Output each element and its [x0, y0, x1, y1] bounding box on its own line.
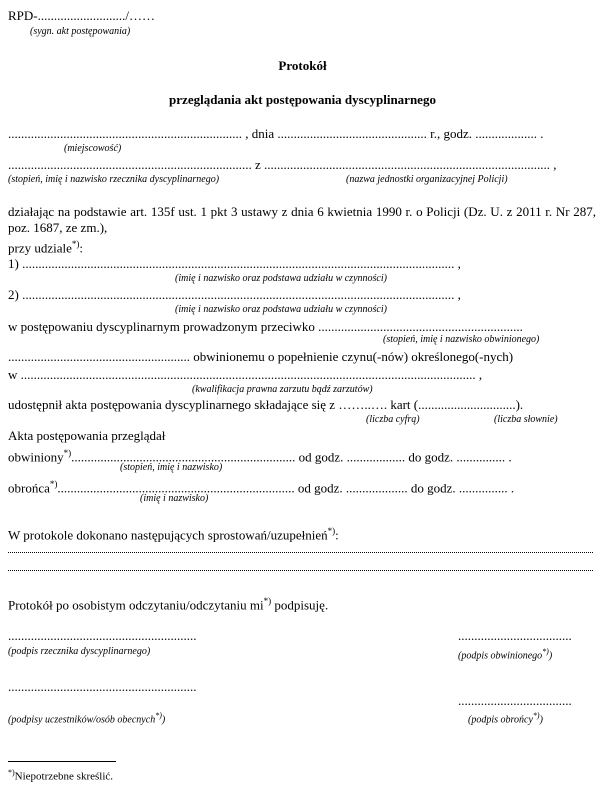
- accused-line: ........................................................ obwinionemu o popełnienie czynu(-nów) określonego(-nych): [8, 349, 514, 364]
- close-paren: ): [548, 650, 553, 662]
- place-label: (miejscowość): [64, 143, 122, 154]
- signature-accused-text: (podpis obwinionego: [458, 650, 543, 662]
- case-number-field: RPD-.........................../……: [8, 8, 155, 23]
- corrections-heading: [8, 523, 339, 543]
- shared-files-line: udostępnił akta postępowania dyscyplinarnego składające się z ……..…. kart (..............................).: [8, 397, 524, 412]
- participant-label-2: (imię i nazwisko oraz podstawa udziału w czynności): [175, 304, 387, 315]
- review-accused-dots: ..................................................................... od godz. .................. do godz. ............... .: [71, 449, 512, 465]
- signature-dots-defender: ...................................: [458, 693, 572, 708]
- participant-label-1: (imię i nazwisko oraz podstawa udziału w czynności): [175, 273, 387, 284]
- participant-line-2: 2) ..................................................................................................................................... ,: [8, 287, 461, 302]
- footnote-text: Niepotrzebne skreślić.: [14, 770, 114, 783]
- review-defender-dots: ......................................................................... od godz. ................... do godz. ............... .: [57, 480, 515, 496]
- close-paren: ): [539, 714, 543, 726]
- footnote-marker: *): [532, 711, 540, 720]
- footnote-separator: [8, 761, 116, 762]
- signature-defender-text: (podpis obrońcy: [468, 714, 533, 726]
- against-line: w postępowaniu dyscyplinarnym prowadzonym przeciwko ...............................................................: [8, 319, 523, 334]
- review-title: Akta postępowania przeglądał: [8, 428, 166, 443]
- participants-intro: [8, 236, 83, 256]
- signature-accused-label: [458, 646, 552, 662]
- document-subtitle: przeglądania akt postępowania dyscyplinarnego: [169, 92, 436, 107]
- review-accused-sub: (stopień, imię i nazwisko): [120, 462, 223, 473]
- corrections-line-2: [8, 570, 593, 571]
- footnote-marker: *): [155, 711, 162, 720]
- close-paren: ): [161, 714, 166, 726]
- review-defender-line: [8, 476, 514, 496]
- accused-label: (stopień, imię i nazwisko obwinionego): [383, 334, 540, 345]
- review-defender-prefix: obrońca: [8, 480, 50, 496]
- case-number-label: (sygn. akt postępowania): [30, 26, 131, 37]
- legal-basis-paragraph: działając na podstawie art. 135f ust. 1 pkt 3 ustawy z dnia 6 kwietnia 1990 r. o Policji (Dz. U. z 2011 r. Nr 287, poz. 1687, ze zm.),: [8, 204, 596, 235]
- review-accused-prefix: obwiniony: [8, 449, 64, 465]
- signature-dots-officer: ..........................................................: [8, 628, 197, 643]
- review-accused-line: [8, 445, 512, 465]
- unit-label: (nazwa jednostki organizacyjnej Policji): [346, 174, 508, 185]
- signature-participants-label: [8, 710, 165, 726]
- signature-dots-participants: ..........................................................: [8, 679, 197, 694]
- w-line: w ............................................................................................................................................ ,: [8, 367, 483, 382]
- participants-intro-text: przy udziale: [8, 240, 72, 256]
- signature-defender-label: [468, 710, 543, 726]
- reading-text-a: Protokół po osobistym odczytaniu/odczytaniu mi: [8, 597, 264, 613]
- count-words-label: (liczba słownie): [494, 414, 558, 425]
- officer-label: (stopień, imię i nazwisko rzecznika dyscyplinarnego): [8, 174, 220, 185]
- footnote-marker: *): [49, 479, 58, 489]
- footnote-marker: *): [71, 239, 80, 249]
- colon: :: [79, 240, 84, 256]
- review-defender-sub: (imię i nazwisko): [140, 493, 209, 504]
- footnote-marker: *): [8, 768, 15, 777]
- footnote-marker: *): [542, 647, 549, 656]
- signature-officer-label: (podpis rzecznika dyscyplinarnego): [8, 646, 151, 657]
- signature-dots-accused: ...................................: [458, 628, 572, 643]
- footnote-marker: *): [327, 526, 336, 536]
- qualification-label: (kwalifikacja prawna zarzutu bądź zarzutów): [192, 384, 373, 395]
- footnote: [8, 765, 113, 785]
- count-digits-label: (liczba cyfrą): [366, 414, 420, 425]
- officer-line: ........................................................................... z ........................................................................................ ,: [8, 157, 557, 172]
- footnote-marker: *): [263, 596, 272, 606]
- footnote-marker: *): [63, 448, 72, 458]
- signature-participants-text: (podpisy uczestników/osób obecnych: [8, 714, 156, 726]
- document-title: Protokół: [278, 58, 327, 73]
- colon: :: [335, 527, 339, 543]
- reading-text-b: podpisuję.: [271, 597, 329, 613]
- reading-statement: [8, 593, 328, 613]
- place-date-line: ........................................................................ , dnia .............................................. r., godz. ................... .: [8, 126, 544, 141]
- participant-line-1: 1) ..................................................................................................................................... ,: [8, 256, 461, 271]
- corrections-line-1: [8, 552, 593, 553]
- corrections-text: W protokole dokonano następujących sprostowań/uzupełnień: [8, 527, 328, 543]
